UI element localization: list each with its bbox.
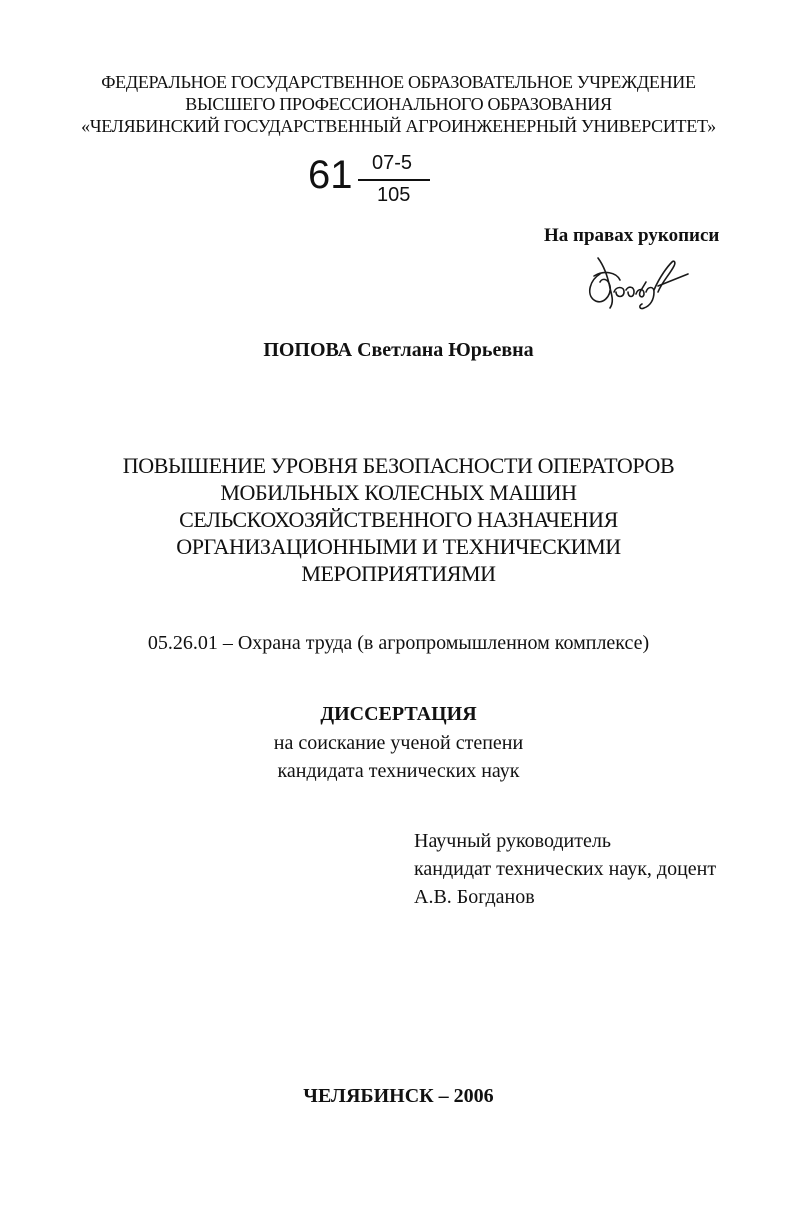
handwritten-signature-icon bbox=[580, 252, 695, 312]
title-line-5: МЕРОПРИЯТИЯМИ bbox=[301, 561, 496, 586]
catalog-code-fraction-bar bbox=[358, 179, 430, 181]
catalog-code-numerator: 07-5 bbox=[372, 152, 413, 174]
catalog-code-denominator: 105 bbox=[377, 184, 411, 206]
supervisor-rank: кандидат технических наук, доцент bbox=[414, 858, 717, 880]
institution-line-2: ВЫСШЕГО ПРОФЕССИОНАЛЬНОГО ОБРАЗОВАНИЯ bbox=[185, 94, 612, 114]
supervisor-name: А.В. Богданов bbox=[414, 886, 535, 908]
supervisor-label: Научный руководитель bbox=[414, 830, 611, 852]
author-name: ПОПОВА Светлана Юрьевна bbox=[263, 339, 534, 361]
degree-line-2: кандидата технических наук bbox=[277, 760, 520, 782]
institution-line-1: ФЕДЕРАЛЬНОЕ ГОСУДАРСТВЕННОЕ ОБРАЗОВАТЕЛЬНОЕ УЧРЕЖДЕНИЕ bbox=[101, 72, 696, 92]
title-line-1: ПОВЫШЕНИЕ УРОВНЯ БЕЗОПАСНОСТИ ОПЕРАТОРОВ bbox=[122, 453, 675, 478]
title-line-4: ОРГАНИЗАЦИОННЫМИ И ТЕХНИЧЕСКИМИ bbox=[176, 534, 621, 559]
document-type: ДИССЕРТАЦИЯ bbox=[320, 703, 477, 725]
rights-notice: На правах рукописи bbox=[544, 225, 720, 246]
title-line-2: МОБИЛЬНЫХ КОЛЕСНЫХ МАШИН bbox=[220, 480, 577, 505]
degree-line-1: на соискание ученой степени bbox=[273, 732, 524, 754]
catalog-code-main: 61 bbox=[308, 153, 353, 197]
title-line-3: СЕЛЬСКОХОЗЯЙСТВЕННОГО НАЗНАЧЕНИЯ bbox=[179, 507, 618, 532]
city-year: ЧЕЛЯБИНСК – 2006 bbox=[303, 1085, 494, 1107]
specialty-code: 05.26.01 – Охрана труда (в агропромышленном комплексе) bbox=[147, 632, 650, 654]
institution-line-3: «ЧЕЛЯБИНСКИЙ ГОСУДАРСТВЕННЫЙ АГРОИНЖЕНЕРНЫЙ УНИВЕРСИТЕТ» bbox=[81, 116, 716, 136]
